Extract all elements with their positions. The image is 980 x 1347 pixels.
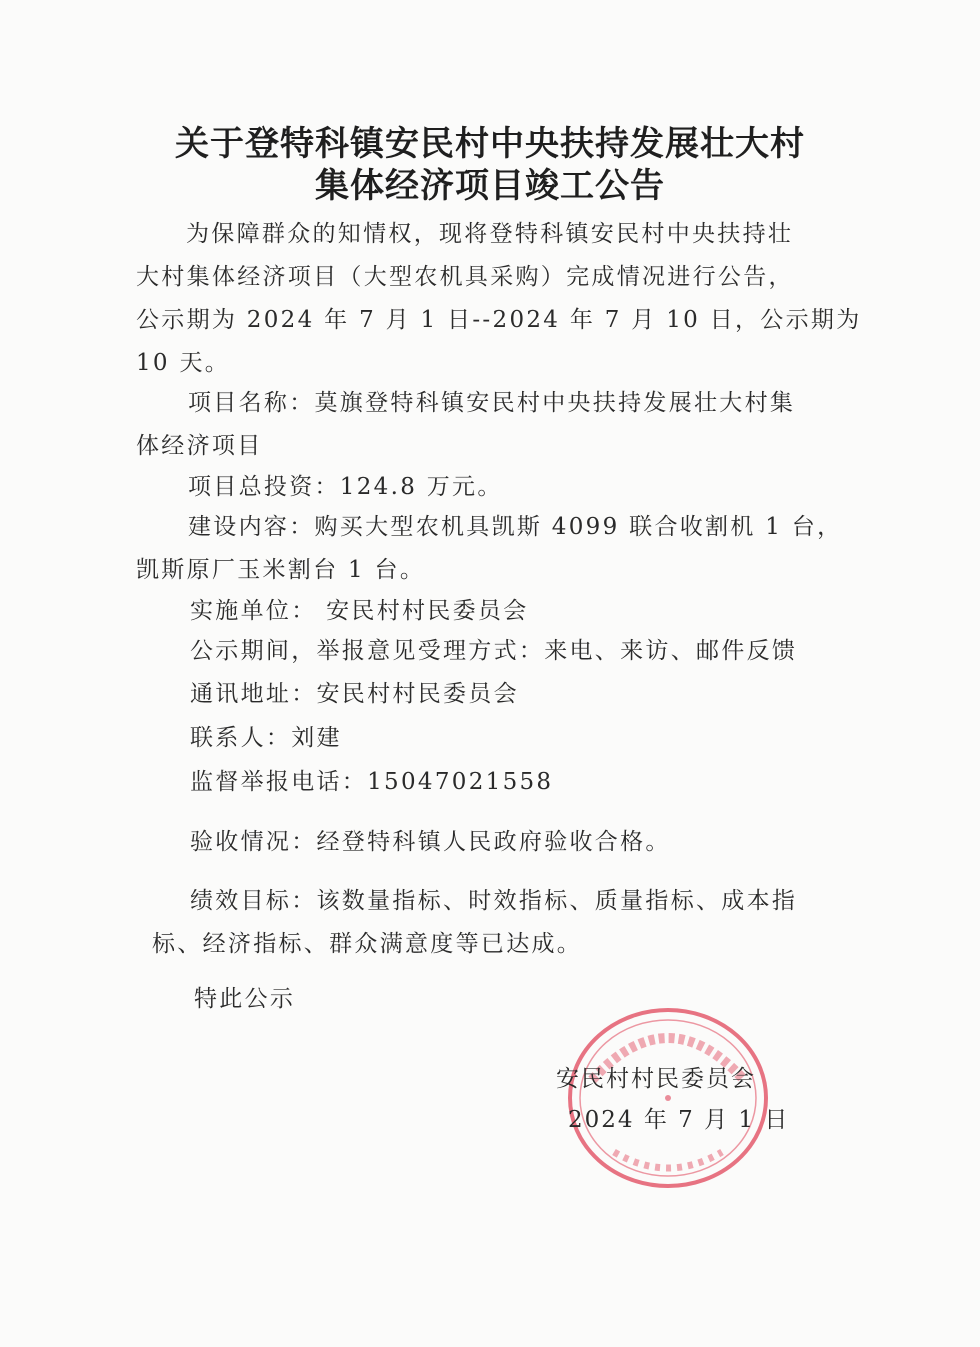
performance-goal-line-2: 标、经济指标、群众满意度等已达成。 (152, 931, 583, 957)
notice-title-line2: 集体经济项目竣工公告 (315, 166, 665, 206)
project-investment: 项目总投资：124.8 万元。 (188, 474, 503, 500)
acceptance-status: 验收情况：经登特科镇人民政府验收合格。 (190, 829, 671, 855)
closing-statement: 特此公示 (194, 986, 296, 1012)
intro-line-4: 10 天。 (136, 350, 231, 376)
mailing-address: 通讯地址：安民村村民委员会 (190, 681, 519, 707)
implementing-unit: 实施单位： 安民村村民委员会 (190, 598, 529, 624)
performance-goal-line-1: 绩效目标：该数量指标、时效指标、质量指标、成本指 (190, 888, 798, 914)
intro-line-1: 为保障群众的知情权，现将登特科镇安民村中央扶持壮 (186, 221, 794, 247)
official-seal-icon (562, 1002, 774, 1194)
intro-line-2: 大村集体经济项目（大型农机具采购）完成情况进行公告， (136, 264, 794, 290)
project-name-line-1: 项目名称：莫旗登特科镇安民村中央扶持发展壮大村集 (188, 390, 796, 416)
intro-line-3: 公示期为 2024 年 7 月 1 日--2024 年 7 月 10 日，公示期为 (136, 307, 862, 333)
contact-person: 联系人：刘建 (190, 725, 342, 751)
notice-title-line1: 关于登特科镇安民村中央扶持发展壮大村 (175, 124, 805, 164)
construction-content-line-2: 凯斯原厂玉米割台 1 台。 (136, 557, 426, 583)
construction-content-line-1: 建设内容：购买大型农机具凯斯 4099 联合收割机 1 台， (188, 514, 843, 540)
project-name-line-2: 体经济项目 (136, 433, 263, 459)
signature-date: 2024 年 7 月 1 日 (568, 1107, 790, 1133)
report-hotline: 监督举报电话：15047021558 (190, 769, 554, 795)
report-methods: 公示期间，举报意见受理方式：来电、来访、邮件反馈 (190, 638, 798, 664)
signer-name: 安民村村民委员会 (556, 1066, 756, 1092)
